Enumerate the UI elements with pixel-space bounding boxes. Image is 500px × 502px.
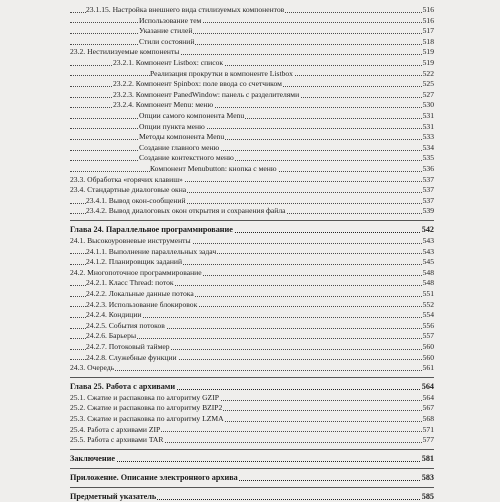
toc-row <box>0 289 500 299</box>
toc-entry-title: 24.2.3. Использование блокировок <box>86 299 198 309</box>
toc-page-number: 542 <box>421 225 434 234</box>
toc-row <box>0 435 500 445</box>
toc-page-number: 568 <box>422 414 434 423</box>
toc-page-number: 530 <box>422 100 434 110</box>
toc-entry-title: Глава 25. Работа с архивами <box>70 381 176 391</box>
dot-leader <box>70 370 424 371</box>
toc-entry-title: 24.1.1. Выполнение параллельных задач <box>86 246 217 256</box>
dot-leader <box>70 461 424 462</box>
toc-row <box>0 363 500 373</box>
toc-row <box>0 100 500 110</box>
toc-entry-title: 23.4. Стандартные диалоговые окна <box>70 185 187 195</box>
toc-page-number: 545 <box>422 257 434 267</box>
toc-entry-title: 23.2.4. Компонент Menu: меню <box>113 100 214 110</box>
toc-page-number: 535 <box>422 153 434 163</box>
toc-row <box>0 268 500 278</box>
toc-row <box>0 58 500 68</box>
toc-row <box>0 26 500 36</box>
toc-entry-title: 23.1.15. Настройка внешнего вида стилизуемых компонентов <box>86 5 285 14</box>
toc-entry-title: Приложение. Описание электронного архива <box>70 472 238 482</box>
toc-entry-title: Реализация прокрутки в компоненте Listbox <box>150 68 293 78</box>
toc-entry-title: Глава 24. Параллельное программирование <box>70 225 233 234</box>
toc-page-number: 571 <box>422 424 434 434</box>
toc-entry-title: 25.3. Сжатие и распаковка по алгоритму LZMA <box>70 414 224 423</box>
toc-page-number: 551 <box>422 289 434 298</box>
toc-page-number: 533 <box>422 132 434 142</box>
toc-entry-title: 25.5. Работа с архивами TAR <box>70 435 164 445</box>
toc-page-number: 517 <box>422 26 434 36</box>
toc-row <box>0 132 500 142</box>
toc-page-number: 577 <box>422 435 434 445</box>
toc-entry-title: 25.4. Работа с архивами ZIP <box>70 424 161 434</box>
dot-leader <box>70 118 424 119</box>
toc-page-number: 531 <box>422 111 434 120</box>
toc-entry-title: 24.2.4. Кондиции <box>86 310 142 320</box>
toc-entry-title: 23.2.3. Компонент PanedWindow: панель с разделителями <box>113 89 300 99</box>
toc-entry-title: Указание стилей <box>139 26 193 36</box>
toc-entry-title: 23.2. Нестилизуемые компоненты <box>70 47 180 57</box>
toc-page-number: 581 <box>421 453 434 463</box>
toc-row <box>0 236 500 246</box>
toc-row <box>0 16 500 26</box>
toc-entry-title: 24.2.5. События потоков <box>86 320 165 330</box>
toc-row <box>0 342 500 352</box>
toc-entry-title: 24.2.7. Потоковый таймер <box>86 342 170 351</box>
toc-page-number: 564 <box>421 381 434 391</box>
dot-leader <box>70 128 424 129</box>
toc-row <box>0 353 500 363</box>
toc-entry-title: 23.2.2. Компонент Spinbox: поле ввода со счетчиком <box>113 79 282 89</box>
toc-row <box>0 185 500 195</box>
toc-page-number: 548 <box>422 267 434 277</box>
toc-entry-title: 24.2.8. Служебные функции <box>86 352 177 362</box>
toc-page-number: 585 <box>421 491 434 501</box>
toc-entry-title: 23.3. Обработка «горячих клавиш» <box>70 174 183 184</box>
toc-entry-title: 24.2.1. Класс Thread: поток <box>86 278 174 288</box>
toc-row <box>0 153 500 163</box>
toc-row <box>0 403 500 413</box>
toc-page-number: 534 <box>422 142 434 152</box>
toc-entry-title: Использование тем <box>139 15 202 25</box>
toc-chapter-row <box>0 473 500 483</box>
toc-row <box>0 175 500 185</box>
dot-leader <box>70 22 424 23</box>
toc-row <box>0 393 500 403</box>
toc-row <box>0 90 500 100</box>
toc-chapter-row <box>0 454 500 464</box>
toc-row <box>0 300 500 310</box>
toc-row <box>0 143 500 153</box>
toc-page-number: 525 <box>422 79 434 89</box>
toc-entry-title: Компонент Menubutton: кнопка с меню <box>150 164 277 173</box>
toc-page-number: 543 <box>422 236 434 245</box>
toc-page-number: 519 <box>422 47 434 57</box>
toc-page-number: 583 <box>421 472 434 482</box>
dot-leader <box>70 139 424 140</box>
toc-page-number: 539 <box>422 206 434 216</box>
toc-entry-title: 24.2. Многопоточное программирование <box>70 267 202 277</box>
toc-row <box>0 414 500 424</box>
toc-page-number: 531 <box>422 121 434 131</box>
toc-row <box>0 425 500 435</box>
toc-entry-title: 23.4.1. Вывод окон-сообщений <box>86 195 186 205</box>
toc-entry-title: Опции самого компонента Menu <box>139 111 245 120</box>
toc-entry-title: 25.2. Сжатие и распаковка по алгоритму BZIP2 <box>70 403 223 413</box>
toc-row <box>0 206 500 216</box>
toc-page-number: 518 <box>422 36 434 46</box>
toc-page-number: 567 <box>422 403 434 413</box>
toc-row <box>0 47 500 57</box>
section-divider <box>70 377 434 378</box>
toc-page-number: 537 <box>422 195 434 205</box>
toc-row <box>0 111 500 121</box>
toc-page-number: 519 <box>422 58 434 67</box>
toc-row <box>0 247 500 257</box>
toc-row <box>0 310 500 320</box>
toc-row <box>0 164 500 174</box>
toc-entry-title: Стили состояний <box>139 36 195 46</box>
toc-chapter-row <box>0 382 500 392</box>
toc-row <box>0 321 500 331</box>
toc-page-number: 557 <box>422 331 434 341</box>
toc-entry-title: 25.1. Сжатие и распаковка по алгоритму GZIP <box>70 392 219 402</box>
toc-page-number: 516 <box>422 5 434 14</box>
toc-page-number: 548 <box>422 278 434 288</box>
toc-row <box>0 37 500 47</box>
toc-row <box>0 79 500 89</box>
toc-page-number: 522 <box>422 68 434 78</box>
dot-leader <box>70 150 424 151</box>
toc-entry-title: Предметный указатель <box>70 491 157 501</box>
toc-page-number: 537 <box>422 185 434 195</box>
toc-page-number: 561 <box>422 363 434 373</box>
toc-entry-title: 24.2.6. Барьеры <box>86 331 137 341</box>
toc-chapter-row <box>0 492 500 502</box>
toc-entry-title: Опции пункта меню <box>139 121 205 131</box>
toc-page-number: 516 <box>422 15 434 25</box>
toc-row <box>0 122 500 132</box>
toc-page-number: 536 <box>422 164 434 173</box>
toc-row <box>0 257 500 267</box>
dot-leader <box>70 160 424 161</box>
section-divider <box>70 468 434 469</box>
section-divider <box>70 220 434 221</box>
toc-page-number: 552 <box>422 299 434 309</box>
toc-page-number: 560 <box>422 352 434 362</box>
dot-leader <box>70 44 424 45</box>
toc-page-number: 543 <box>422 246 434 256</box>
toc-entry-title: Создание главного меню <box>139 142 220 152</box>
toc-row <box>0 278 500 288</box>
toc-row <box>0 5 500 15</box>
toc-entry-title: Заключение <box>70 453 115 463</box>
toc-page-number: 554 <box>422 310 434 320</box>
toc-entry-title: 24.1.2. Планировщик заданий <box>86 257 183 267</box>
toc-page-number: 556 <box>422 320 434 330</box>
toc-page-number: 560 <box>422 342 434 351</box>
toc-entry-title: Методы компонента Menu <box>139 132 225 142</box>
toc-entry-title: 23.4.2. Вывод диалоговых окон открытия и сохранения файла <box>86 206 286 216</box>
toc-page-number: 527 <box>422 89 434 99</box>
toc-row <box>0 69 500 79</box>
toc-entry-title: 24.3. Очередь <box>70 363 115 373</box>
toc-entry-title: Создание контекстного меню <box>139 153 234 163</box>
toc-entry-title: 24.1. Высокоуровневые инструменты <box>70 236 191 245</box>
toc-page-number: 537 <box>422 174 434 184</box>
section-divider <box>70 487 434 488</box>
toc-row <box>0 331 500 341</box>
toc-row <box>0 196 500 206</box>
toc-entry-title: 23.2.1. Компонент Listbox: список <box>113 58 224 67</box>
toc-chapter-row <box>0 225 500 235</box>
toc-page-number: 564 <box>422 392 434 402</box>
dot-leader <box>70 33 424 34</box>
section-divider <box>70 449 434 450</box>
toc-entry-title: 24.2.2. Локальные данные потока <box>86 289 194 298</box>
